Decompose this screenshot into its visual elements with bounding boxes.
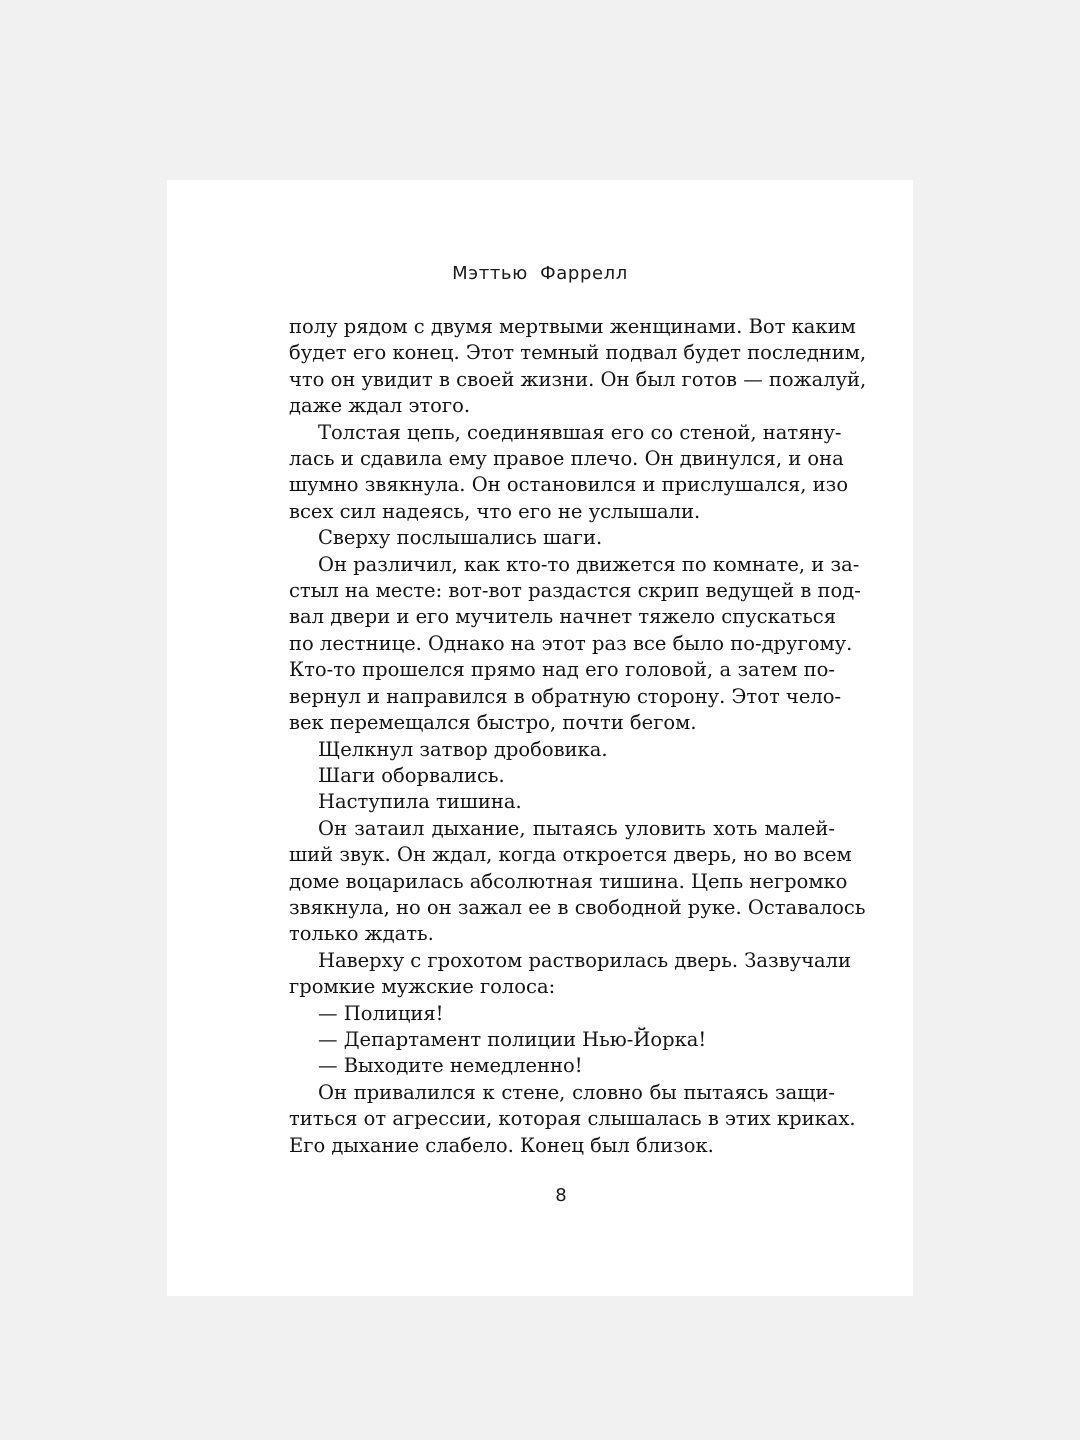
body-text	[289, 314, 867, 1159]
text-line: по лестнице. Однако на этот раз все было по-другому.	[289, 631, 853, 655]
text-line: шумно звякнула. Он остановился и прислушался, изо	[289, 473, 849, 497]
text-line: Он привалился к стене, словно бы пытаясь защи-	[318, 1080, 835, 1104]
text-line: Наверху с грохотом растворилась дверь. Зазвучали	[318, 948, 852, 972]
text-line: полу рядом с двумя мертвыми женщинами. Вот каким	[289, 315, 856, 338]
text-line: будет его конец. Этот темный подвал будет последним,	[289, 341, 867, 365]
text-line: вернул и направился в обратную сторону. Этот чело-	[289, 684, 842, 708]
text-line: Кто-то прошелся прямо над его головой, а затем по-	[289, 658, 835, 682]
text-line: лась и сдавила ему правое плечо. Он двинулся, и она	[289, 447, 844, 471]
text-line: стыл на месте: вот-вот раздастся скрип ведущей в под-	[289, 579, 861, 603]
text-line: только ждать.	[289, 922, 434, 946]
text-line: вал двери и его мучитель начнет тяжело спускаться	[289, 605, 837, 629]
text-line: доме воцарилась абсолютная тишина. Цепь негромко	[289, 869, 848, 893]
text-line: Он затаил дыхание, пытаясь уловить хоть малей-	[318, 816, 835, 840]
text-line: Шаги оборвались.	[318, 763, 505, 787]
text-line: звякнула, но он зажал ее в свободной руке. Оставалось	[289, 895, 866, 919]
text-line: что он увидит в своей жизни. Он был готов — пожалуй,	[289, 367, 867, 391]
text-line: век перемещался быстро, почти бегом.	[289, 711, 697, 735]
text-line: Наступила тишина.	[318, 790, 522, 814]
text-line: Его дыхание слабело. Конец был близок.	[289, 1133, 714, 1157]
text-line: громкие мужские голоса:	[289, 975, 556, 999]
text-line: Сверху послышались шаги.	[318, 526, 603, 550]
text-line: Толстая цепь, соединявшая его со стеной, натяну-	[318, 420, 842, 444]
dialogue-line: — Выходите немедленно!	[318, 1054, 583, 1078]
page-number: 8	[555, 1185, 567, 1206]
dialogue-line: — Департамент полиции Нью-Йорка!	[318, 1027, 707, 1051]
text-line: ший звук. Он ждал, когда откроется дверь, но во всем	[289, 843, 852, 867]
book-page	[167, 180, 913, 1296]
text-line: даже ждал этого.	[289, 394, 471, 418]
text-line: титься от агрессии, которая слышалась в этих криках.	[289, 1107, 856, 1131]
text-line: всех сил надеясь, что его не услышали.	[289, 499, 701, 523]
running-head-author: Мэттью Фаррелл	[452, 263, 628, 284]
text-line: Он различил, как кто-то движется по комнате, и за-	[318, 552, 860, 576]
text-line: Щелкнул затвор дробовика.	[318, 737, 608, 761]
dialogue-line: — Полиция!	[318, 1001, 444, 1025]
